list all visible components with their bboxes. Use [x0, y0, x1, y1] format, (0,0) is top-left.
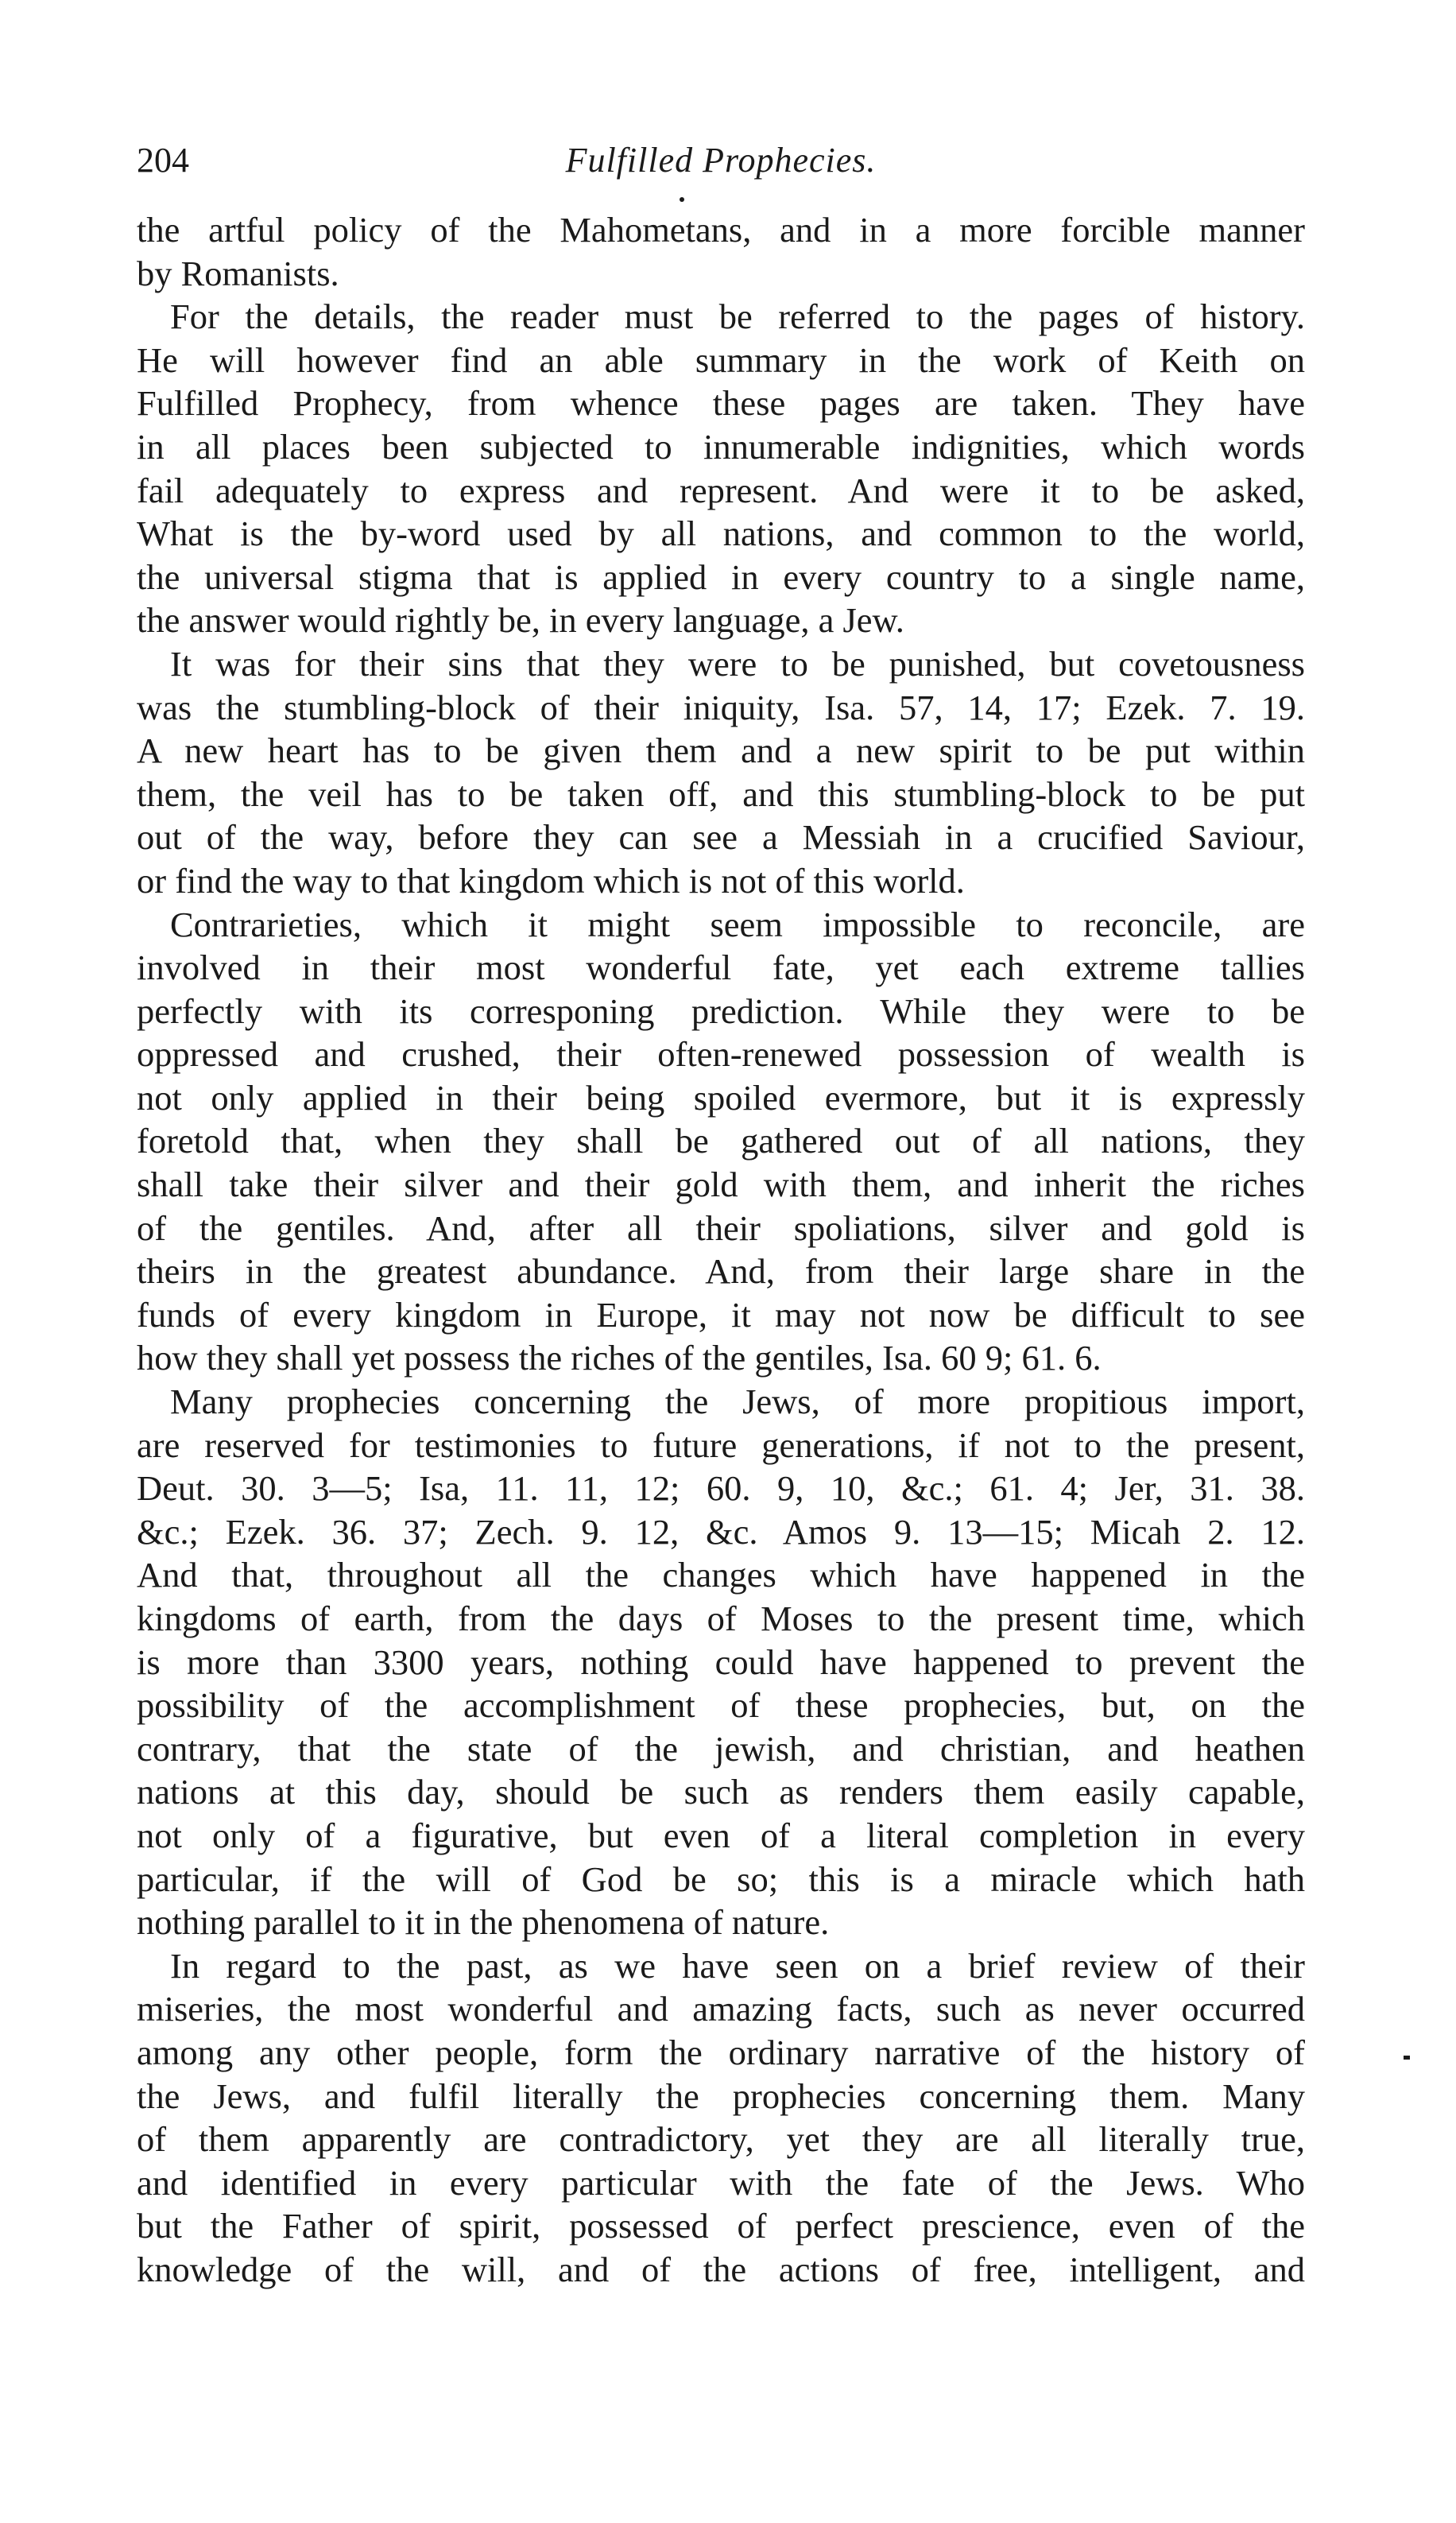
text-line: What is the by-word used by all nations, and common to the world,	[137, 514, 1305, 554]
text-line: not only applied in their being spoiled evermore, but it is expressly	[137, 1077, 1305, 1118]
page-number: 204	[137, 141, 189, 180]
text-line: Deut. 30. 3—5; Isa, 11. 11, 12; 60. 9, 10, &c.; 61. 4; Jer, 31. 38.	[137, 1468, 1305, 1509]
text-line: oppressed and crushed, their often-renewed possession of wealth is	[137, 1034, 1305, 1075]
text-line: fail adequately to express and represent. And were it to be asked,	[137, 470, 1305, 510]
text-line: possibility of the accomplishment of these prophecies, but, on the	[137, 1685, 1305, 1726]
text-line: perfectly with its corresponing prediction. While they were to be	[137, 990, 1305, 1031]
text-line: is more than 3300 years, nothing could have happened to prevent the	[137, 1641, 1305, 1682]
text-line: out of the way, before they can see a Messiah in a crucified Saviour,	[137, 817, 1305, 858]
text-line: the universal stigma that is applied in every country to a single name,	[137, 556, 1305, 597]
text-line: of them apparently are contradictory, yet they are all literally true,	[137, 2119, 1305, 2160]
text-line: He will however find an able summary in the work of Keith on	[137, 339, 1305, 380]
text-line: funds of every kingdom in Europe, it may not now be difficult to see	[137, 1294, 1305, 1335]
text-line: are reserved for testimonies to future generations, if not to the present,	[137, 1424, 1305, 1465]
text-line: nothing parallel to it in the phenomena of nature.	[137, 1902, 830, 1943]
text-line: And that, throughout all the changes which have happened in the	[137, 1555, 1305, 1595]
text-line: contrary, that the state of the jewish, and christian, and heathen	[137, 1728, 1305, 1769]
body-text	[137, 208, 1305, 2292]
text-line: nations at this day, should be such as renders them easily capable,	[137, 1772, 1305, 1812]
text-line: miseries, the most wonderful and amazing facts, such as never occurred	[137, 1989, 1305, 2029]
text-line: or find the way to that kingdom which is not of this world.	[137, 860, 965, 901]
text-line: involved in their most wonderful fate, yet each extreme tallies	[137, 948, 1305, 988]
text-line: A new heart has to be given them and a new spirit to be put within	[137, 731, 1305, 771]
text-line: theirs in the greatest abundance. And, from their large share in the	[137, 1251, 1305, 1292]
text-line: but the Father of spirit, possessed of perfect prescience, even of the	[137, 2206, 1305, 2246]
text-line: the answer would rightly be, in every language, a Jew.	[137, 600, 904, 641]
text-line: knowledge of the will, and of the actions of free, intelligent, and	[137, 2249, 1305, 2289]
running-head	[137, 137, 1305, 184]
text-line: the Jews, and fulfil literally the prophecies concerning them. Many	[137, 2075, 1305, 2116]
text-line: them, the veil has to be taken off, and this stumbling-block to be put	[137, 773, 1305, 814]
text-line: foretold that, when they shall be gathered out of all nations, they	[137, 1121, 1305, 1161]
text-line: was the stumbling-block of their iniquity, Isa. 57, 14, 17; Ezek. 7. 19.	[137, 687, 1305, 727]
text-line: how they shall yet possess the riches of the gentiles, Isa. 60 9; 61. 6.	[137, 1338, 1102, 1378]
text-line: and identified in every particular with the fate of the Jews. Who	[137, 2162, 1305, 2203]
text-line: particular, if the will of God be so; this is a miracle which hath	[137, 1858, 1305, 1899]
ink-speck	[680, 197, 684, 202]
text-line: Fulfilled Prophecy, from whence these pages are taken. They have	[137, 383, 1305, 424]
text-line: It was for their sins that they were to be punished, but covetousness	[170, 643, 1305, 684]
ink-speck	[1404, 2056, 1410, 2060]
text-line: the artful policy of the Mahometans, and in a more forcible manner	[137, 210, 1305, 250]
text-line: shall take their silver and their gold with them, and inherit the riches	[137, 1165, 1305, 1205]
text-line: In regard to the past, as we have seen on a brief review of their	[170, 1945, 1305, 1986]
text-line: of the gentiles. And, after all their spoliations, silver and gold is	[137, 1207, 1305, 1248]
text-line: &c.; Ezek. 36. 37; Zech. 9. 12, &c. Amos 9. 13—15; Micah 2. 12.	[137, 1511, 1305, 1552]
text-line: kingdoms of earth, from the days of Moses to the present time, which	[137, 1599, 1305, 1638]
text-line: not only of a figurative, but even of a literal completion in every	[137, 1815, 1305, 1855]
text-line: among any other people, form the ordinary narrative of the history of	[137, 2032, 1305, 2072]
running-title: Fulfilled Prophecies.	[565, 141, 877, 180]
text-line: Many prophecies concerning the Jews, of more propitious import,	[170, 1382, 1305, 1422]
text-line: by Romanists.	[137, 253, 339, 293]
text-line: For the details, the reader must be referred to the pages of history.	[170, 296, 1305, 337]
text-line: Contrarieties, which it might seem impossible to reconcile, are	[170, 904, 1305, 944]
text-line: in all places been subjected to innumerable indignities, which words	[137, 426, 1305, 467]
